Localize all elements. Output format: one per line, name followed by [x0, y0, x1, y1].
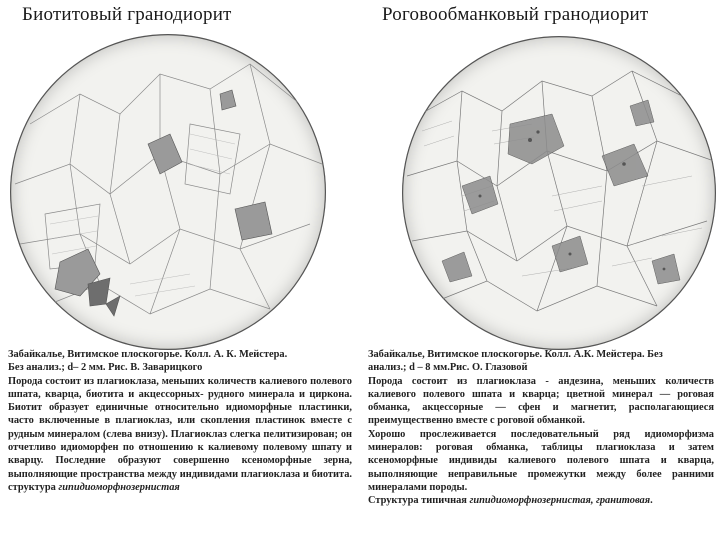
hornblende-micrograph-drawing — [402, 36, 716, 350]
right-caption — [368, 348, 714, 508]
biotite-micrograph-icon — [10, 34, 326, 350]
hornblende-micrograph-icon — [402, 36, 716, 350]
right-structure-suffix: . — [650, 495, 653, 507]
left-title: Биотитовый гранодиорит — [22, 4, 232, 25]
right-structure-line — [368, 494, 714, 507]
left-caption — [8, 348, 352, 494]
left-analysis: Без анализ.; d– 2 мм. Рис. В. Заварицкого — [8, 362, 203, 374]
left-locality: Забайкалье, Витимское плоскогорье. Колл. А. К. Мейстера. — [8, 349, 288, 360]
biotite-micrograph-drawing — [10, 34, 326, 350]
right-structure: гипидиоморфнозернистая, гранитовая — [469, 495, 651, 507]
right-description-2: Хорошо прослеживается последовательный ряд идиоморфизма минералов: роговая обманка, таблицы плагиоклаза и затем ксеноморфные индивиды калиевого полевого шпата и кварца, выполняющие неправильные промежутки между более ранними минералами породы. — [368, 428, 714, 493]
right-description: Порода состоит из плагиоклаза - андезина, меньших количеств калиевого полевого шпата и кварца; цветной минерал — роговая обманка, акцессорные — сфен и магнетит, располагающиеся преимущественно вместе с роговой обманкой. — [368, 375, 714, 427]
right-column — [360, 0, 712, 540]
left-description — [8, 375, 352, 495]
right-locality: Забайкалье, Витимское плоскогорье. Колл. А.К. Мейстера. Без — [368, 349, 663, 360]
right-structure-prefix: Структура типичная — [368, 495, 467, 507]
left-structure: гипидиоморфнозернистая — [58, 481, 180, 493]
left-column — [0, 0, 352, 540]
left-description-text: Порода состоит из плагиоклаза, меньших количеств калиевого полевого шпата, кварца, биотита и акцессорных- рудного минерала и циркона. Биотит образует единичные относительно идиоморфные пластинки, часто включенные в плагиоклаз, или скопления пластинок вместе с рудным минералом (слева внизу). Плагиоклаз слегка пелитизирован; он отчетливо идиоморфен по отношению к калиевому полевому шпату и кварцу. Последние образуют совершенно ксеноморфные зерна, выполняющие пространства между индивидами плагиоклаза и биотита. структура — [8, 375, 352, 493]
right-analysis: анализ.; d – 8 мм.Рис. О. Глазовой — [368, 362, 528, 374]
right-title: Роговообманковый гранодиорит — [382, 4, 649, 25]
